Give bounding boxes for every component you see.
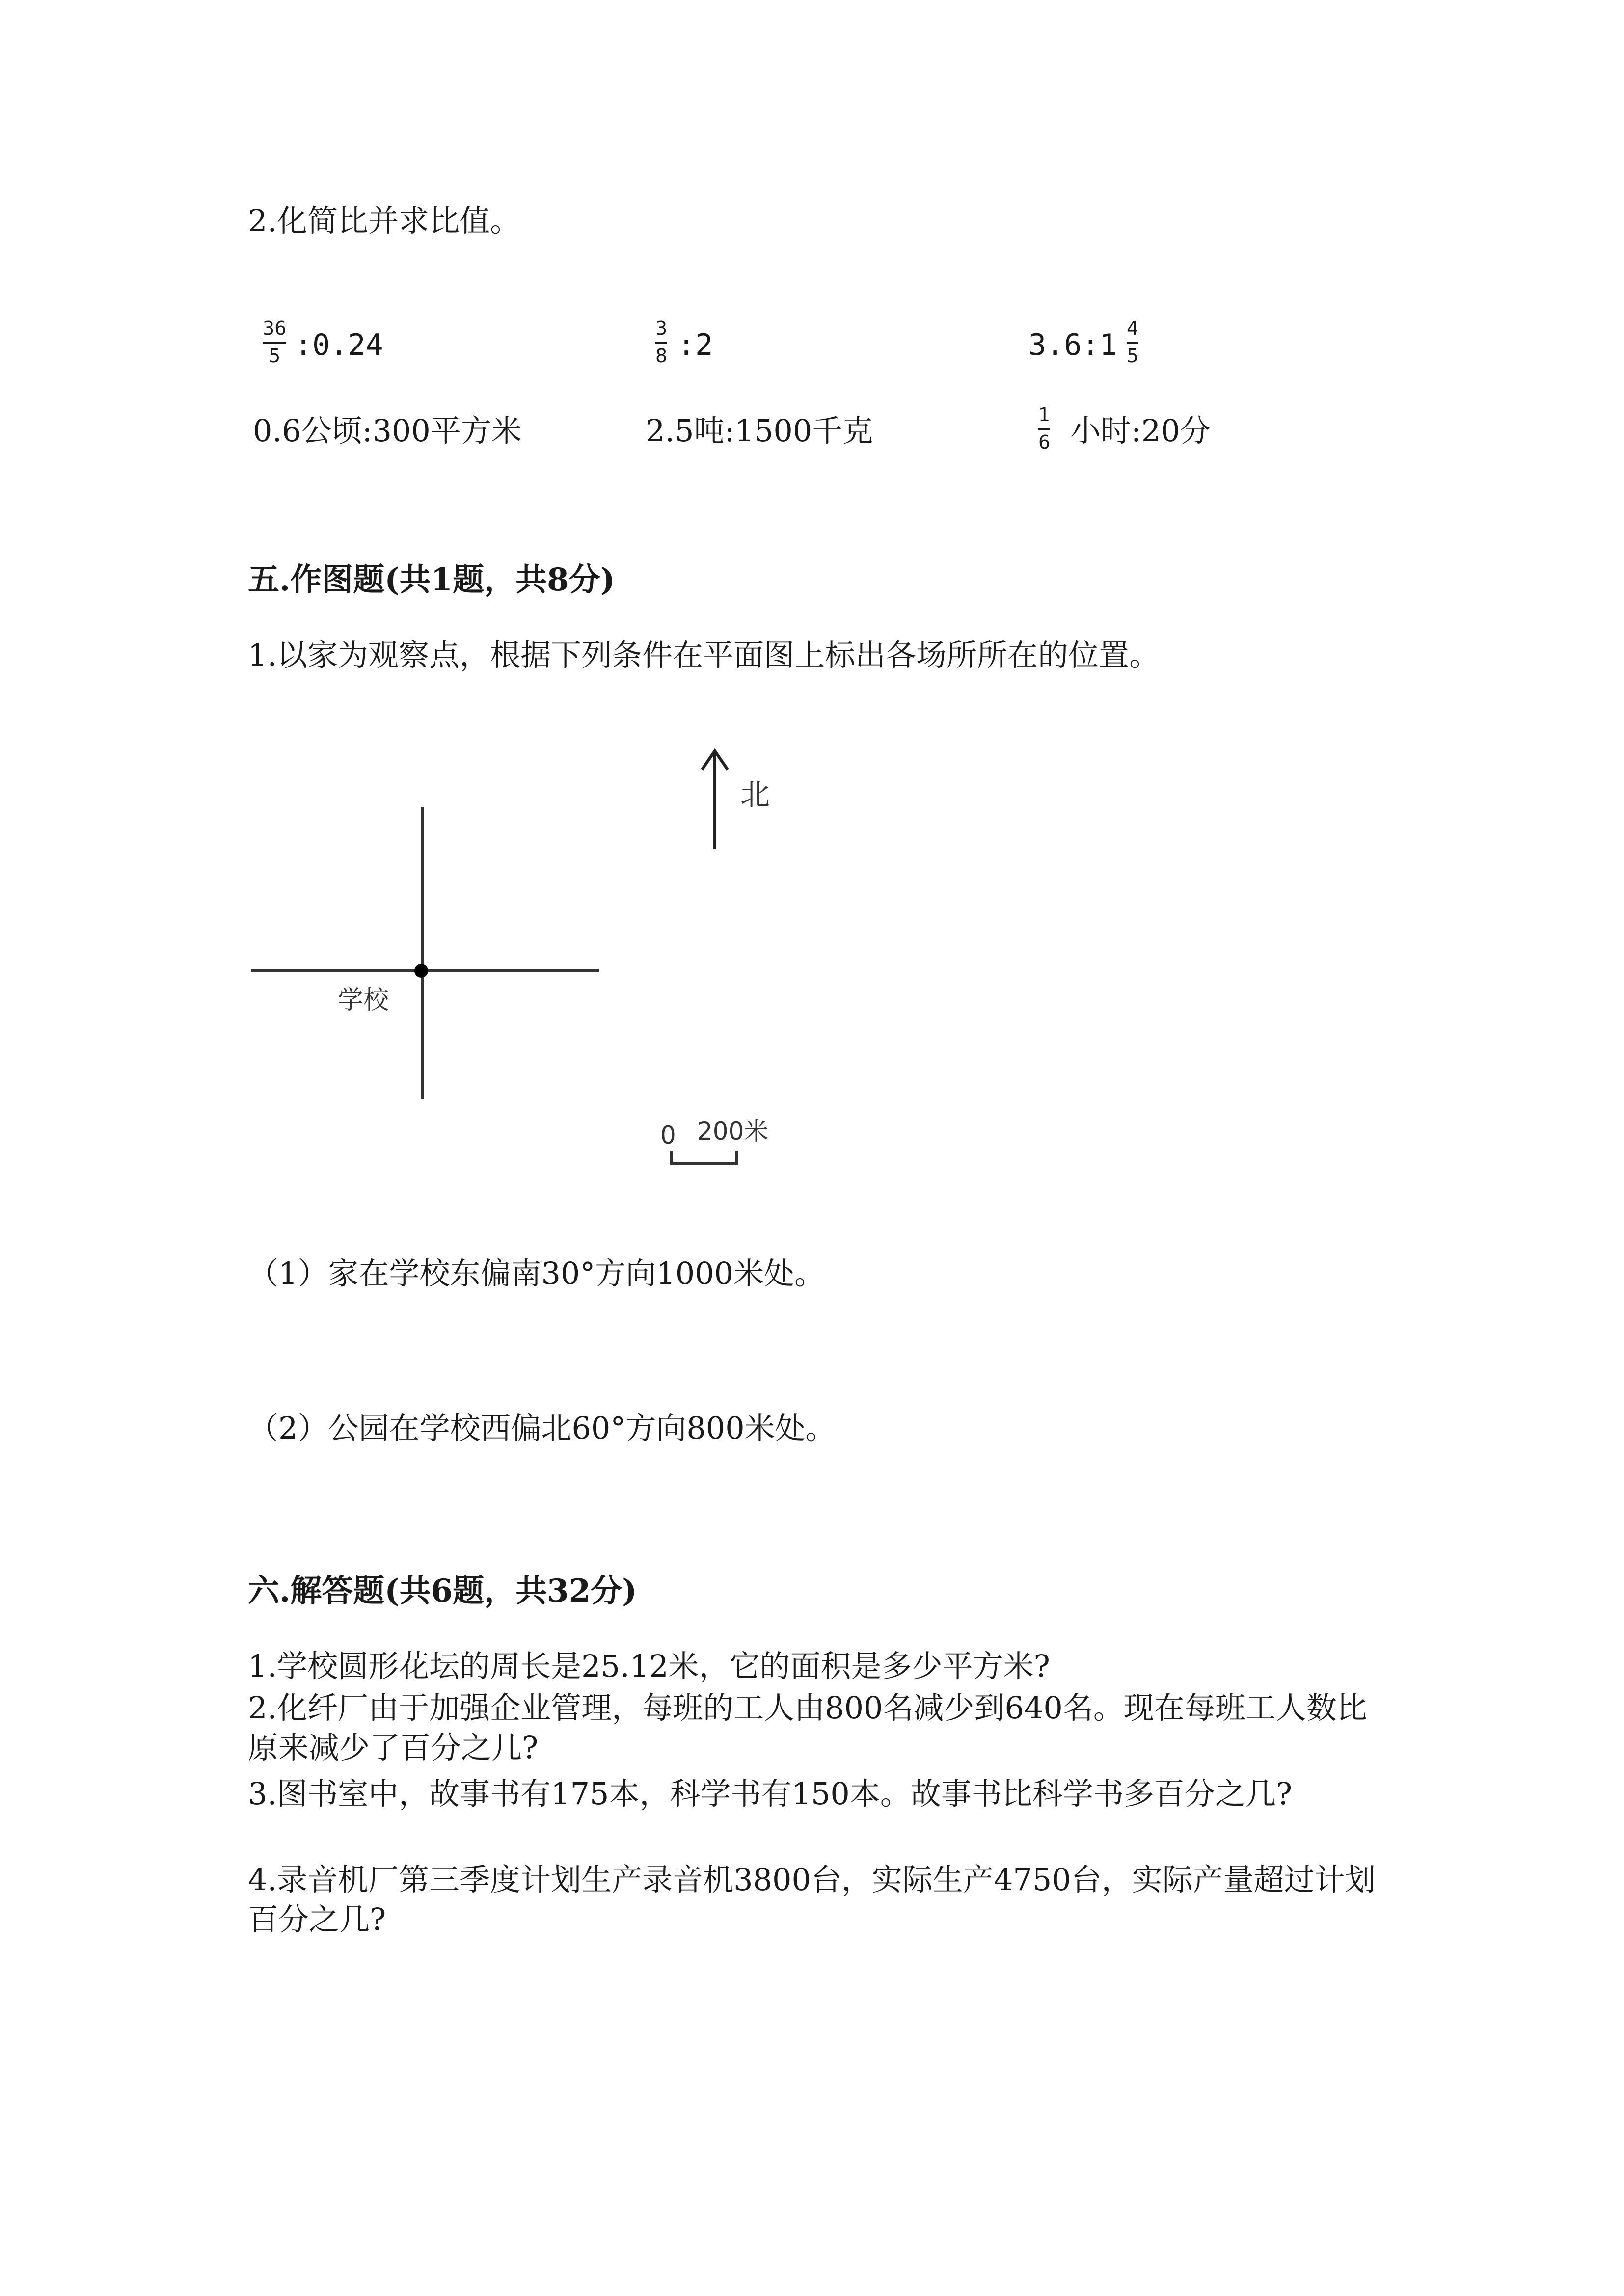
fraction-denominator: 5 [1127,345,1139,367]
ratio-5: 2.5吨:1500千克 [646,413,873,449]
fraction-denominator: 8 [655,345,668,367]
section-heading-drawing: 五.作图题(共1题，共8分) [248,561,615,598]
scale-bar [672,1151,736,1163]
school-label: 学校 [338,986,389,1015]
fraction-denominator: 6 [1038,431,1051,453]
question-1-locate-places: 1.以家为观察点，根据下列条件在平面图上标出各场所所在的位置。 [248,637,1160,673]
fraction-denominator: 5 [269,345,281,367]
ratio-6-rest: 小时:20分 [1070,413,1211,449]
fraction-numerator: 4 [1127,318,1139,339]
fraction-numerator: 1 [1038,404,1051,426]
answer-question-3: 3.图书室中，故事书有175本，科学书有150本。故事书比科学书多百分之几? [248,1776,1293,1812]
ratio-2-rest: :2 [677,328,713,362]
scale-zero-label: 0 [660,1121,676,1149]
ratio-3-whole: 3.6:1 [1029,328,1117,362]
sub-question-2: （2）公园在学校西偏北60°方向800米处。 [248,1410,836,1446]
scale-distance-label: 200米 [697,1117,769,1146]
sub-question-1: （1）家在学校东偏南30°方向1000米处。 [248,1255,825,1291]
north-label: 北 [740,778,770,812]
school-point [414,964,428,978]
ratio-1-rest: :0.24 [295,328,383,362]
ratio-4: 0.6公顷:300平方米 [253,413,522,449]
answer-question-1: 1.学校圆形花坛的周长是25.12米，它的面积是多少平方米? [248,1648,1050,1684]
fraction-numerator: 3 [655,318,668,339]
answer-question-4: 4.录音机厂第三季度计划生产录音机3800台，实际生产4750台，实际产量超过计划百分之几? [248,1862,1376,1937]
question-title-simplify-ratio: 2.化简比并求比值。 [248,203,521,239]
answer-question-2: 2.化纤厂由于加强企业管理，每班的工人由800名减少到640名。现在每班工人数比原来减少了百分之几? [248,1690,1367,1765]
section-heading-answers: 六.解答题(共6题，共32分) [248,1573,637,1609]
fraction-numerator: 36 [263,318,287,339]
